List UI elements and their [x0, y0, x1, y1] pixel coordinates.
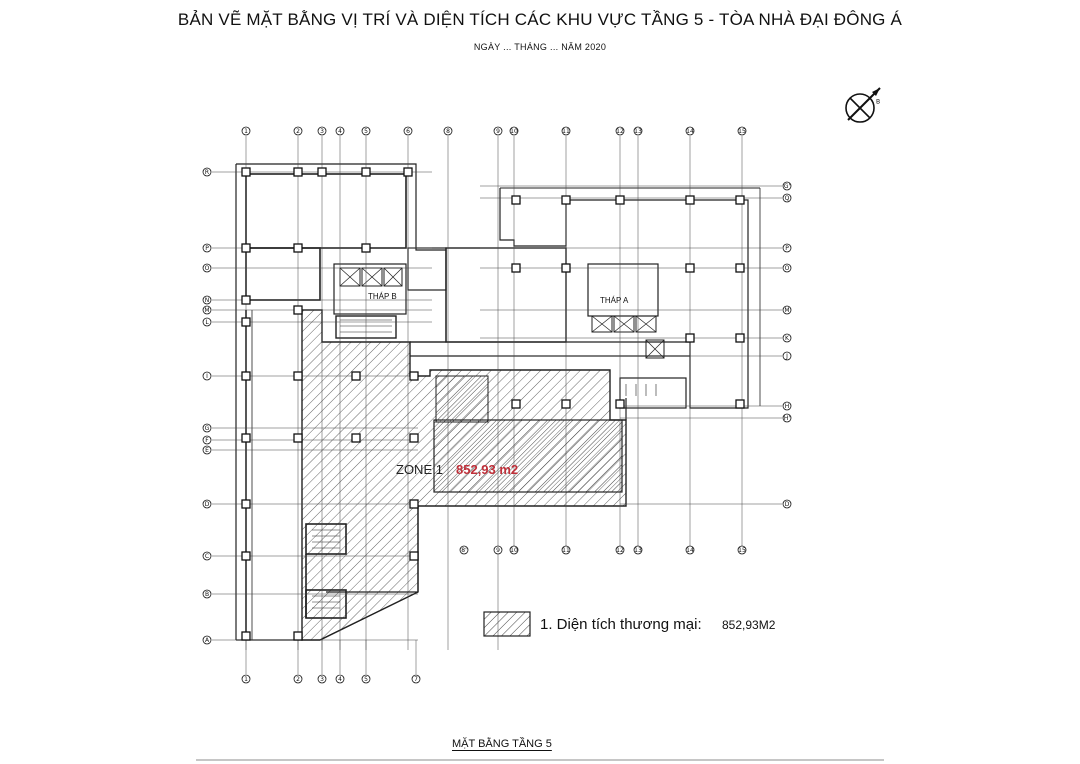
grid-row-bubble — [783, 352, 791, 360]
grid-column-bubble — [412, 675, 420, 683]
grid-row-bubble — [783, 414, 791, 422]
grid-column-bubble — [318, 675, 326, 683]
svg-text:N: N — [204, 297, 210, 304]
compass-label: B — [875, 98, 881, 106]
grid-column-bubble — [362, 675, 370, 683]
svg-text:J: J — [786, 353, 788, 360]
grid-column-bubble — [562, 127, 570, 135]
column-marker — [294, 168, 302, 176]
column-marker — [686, 196, 694, 204]
svg-text:H': H' — [783, 415, 791, 422]
svg-text:10: 10 — [510, 128, 518, 135]
svg-text:5: 5 — [364, 128, 368, 135]
column-marker — [294, 434, 302, 442]
column-marker — [242, 434, 250, 442]
drawing-date: NGÀY ... THÁNG ... NĂM 2020 — [473, 42, 607, 52]
grid-column-bubble — [494, 546, 502, 554]
svg-text:12: 12 — [616, 128, 624, 135]
grid-row-bubble — [203, 244, 211, 252]
grid-row-bubble — [203, 296, 211, 304]
grid-column-bubble — [318, 127, 326, 135]
zone-area: 852,93 m2 — [456, 462, 519, 477]
grid-row-bubble — [203, 372, 211, 380]
legend-area: 852,93M2 — [722, 618, 776, 632]
svg-text:11: 11 — [562, 547, 570, 554]
column-marker — [352, 434, 360, 442]
grid-row-bubble — [783, 194, 791, 202]
svg-text:8': 8' — [461, 547, 467, 554]
column-marker — [318, 168, 326, 176]
grid-column-bubble — [444, 127, 452, 135]
column-marker — [410, 500, 418, 508]
column-marker — [242, 244, 250, 252]
svg-text:O: O — [204, 265, 210, 272]
svg-text:M: M — [204, 307, 210, 314]
svg-text:1: 1 — [244, 676, 248, 683]
svg-text:4: 4 — [338, 676, 342, 683]
zone-name: ZONE 1 — [396, 462, 443, 477]
column-marker — [616, 400, 624, 408]
grid-row-bubble — [783, 306, 791, 314]
column-marker — [242, 552, 250, 560]
column-marker — [242, 500, 250, 508]
svg-text:G: G — [204, 425, 210, 432]
svg-text:K: K — [785, 335, 789, 342]
grid-column-bubble — [616, 546, 624, 554]
svg-text:6: 6 — [406, 128, 410, 135]
tower-a-label: THÁP A — [600, 296, 629, 305]
column-marker — [736, 264, 744, 272]
tower-b-label: THÁP B — [368, 292, 397, 301]
column-marker — [410, 434, 418, 442]
grid-column-bubble — [634, 127, 642, 135]
column-marker — [362, 244, 370, 252]
grid-column-bubble — [336, 127, 344, 135]
svg-text:D: D — [204, 501, 210, 508]
svg-text:9: 9 — [496, 128, 500, 135]
column-marker — [242, 632, 250, 640]
grid-row-bubble — [783, 500, 791, 508]
svg-text:13: 13 — [634, 547, 642, 554]
column-marker — [294, 632, 302, 640]
svg-text:7: 7 — [414, 676, 418, 683]
column-marker — [736, 334, 744, 342]
svg-text:4: 4 — [338, 128, 342, 135]
svg-text:13: 13 — [634, 128, 642, 135]
grid-column-bubble — [294, 127, 302, 135]
column-marker — [562, 400, 570, 408]
grid-column-bubble — [362, 127, 370, 135]
svg-text:P: P — [205, 245, 209, 252]
grid-row-bubble — [783, 182, 791, 190]
svg-text:R: R — [204, 169, 210, 176]
column-marker — [512, 196, 520, 204]
north-arrow-icon — [846, 88, 880, 122]
svg-text:11: 11 — [562, 128, 570, 135]
svg-text:15: 15 — [738, 128, 746, 135]
svg-text:H: H — [784, 403, 790, 410]
grid-column-bubble — [510, 127, 518, 135]
grid-column-bubble — [494, 127, 502, 135]
grid-row-bubble — [203, 168, 211, 176]
svg-text:3: 3 — [320, 128, 324, 135]
column-marker — [294, 372, 302, 380]
grid-column-bubble — [562, 546, 570, 554]
grid-row-bubble — [783, 402, 791, 410]
column-marker — [512, 400, 520, 408]
grid-column-bubble — [404, 127, 412, 135]
grid-column-bubble — [336, 675, 344, 683]
svg-text:E: E — [205, 447, 209, 454]
grid-row-bubble — [203, 500, 211, 508]
column-marker — [352, 372, 360, 380]
svg-text:F: F — [205, 437, 209, 444]
grid-row-bubble — [203, 636, 211, 644]
column-marker — [404, 168, 412, 176]
svg-text:8: 8 — [446, 128, 450, 135]
column-marker — [686, 264, 694, 272]
svg-text:3: 3 — [320, 676, 324, 683]
grid-row-bubble — [783, 264, 791, 272]
svg-text:2: 2 — [296, 128, 300, 135]
column-marker — [294, 244, 302, 252]
grid-column-bubble — [294, 675, 302, 683]
grid-row-bubble — [203, 318, 211, 326]
column-marker — [562, 264, 570, 272]
grid-row-bubble — [203, 424, 211, 432]
svg-text:1: 1 — [244, 128, 248, 135]
svg-text:O: O — [784, 265, 790, 272]
svg-text:14: 14 — [686, 128, 694, 135]
grid-row-bubble — [203, 306, 211, 314]
svg-text:15: 15 — [738, 547, 746, 554]
svg-text:5: 5 — [364, 676, 368, 683]
grid-column-bubble — [242, 675, 250, 683]
grid-column-bubble — [634, 546, 642, 554]
column-marker — [242, 372, 250, 380]
column-marker — [294, 306, 302, 314]
svg-text:Q: Q — [784, 195, 790, 202]
grid-row-bubble — [203, 264, 211, 272]
drawing-title: BẢN VẼ MẶT BẰNG VỊ TRÍ VÀ DIỆN TÍCH CÁC KHU VỰC TẦNG 5 - TÒA NHÀ ĐẠI ĐÔNG Á — [177, 10, 903, 29]
grid-column-bubble — [616, 127, 624, 135]
column-marker — [736, 400, 744, 408]
svg-text:C: C — [204, 553, 210, 560]
column-marker — [616, 196, 624, 204]
column-marker — [410, 552, 418, 560]
drawing-footer: MẶT BẰNG TẦNG 5 — [452, 738, 552, 750]
grid-column-bubble — [738, 546, 746, 554]
column-marker — [242, 168, 250, 176]
column-marker — [736, 196, 744, 204]
legend-swatch — [484, 612, 530, 636]
svg-text:A: A — [204, 637, 210, 644]
grid-row-bubble — [783, 334, 791, 342]
grid-row-bubble — [203, 590, 211, 598]
grid-column-bubble — [242, 127, 250, 135]
grid-row-bubble — [203, 552, 211, 560]
grid-row-bubble — [203, 436, 211, 444]
svg-text:9: 9 — [496, 547, 500, 554]
grid-column-bubble — [510, 546, 518, 554]
grid-column-bubble — [686, 546, 694, 554]
svg-text:12: 12 — [616, 547, 624, 554]
svg-text:B: B — [204, 591, 210, 598]
column-marker — [686, 334, 694, 342]
column-marker — [362, 168, 370, 176]
legend-label: 1. Diện tích thương mại: — [540, 616, 702, 633]
svg-text:10: 10 — [510, 547, 518, 554]
svg-text:2: 2 — [296, 676, 300, 683]
svg-text:L: L — [205, 319, 209, 326]
column-marker — [562, 196, 570, 204]
svg-text:I: I — [206, 373, 208, 380]
svg-text:P: P — [785, 245, 789, 252]
svg-text:G': G' — [783, 183, 791, 190]
svg-text:14: 14 — [686, 547, 694, 554]
grid-row-bubble — [203, 446, 211, 454]
column-marker — [410, 372, 418, 380]
column-marker — [242, 318, 250, 326]
grid-column-bubble — [686, 127, 694, 135]
grid-column-bubble — [460, 546, 468, 554]
svg-text:D: D — [784, 501, 790, 508]
grid-column-bubble — [738, 127, 746, 135]
svg-text:M: M — [784, 307, 790, 314]
column-marker — [242, 296, 250, 304]
column-marker — [512, 264, 520, 272]
grid-row-bubble — [783, 244, 791, 252]
